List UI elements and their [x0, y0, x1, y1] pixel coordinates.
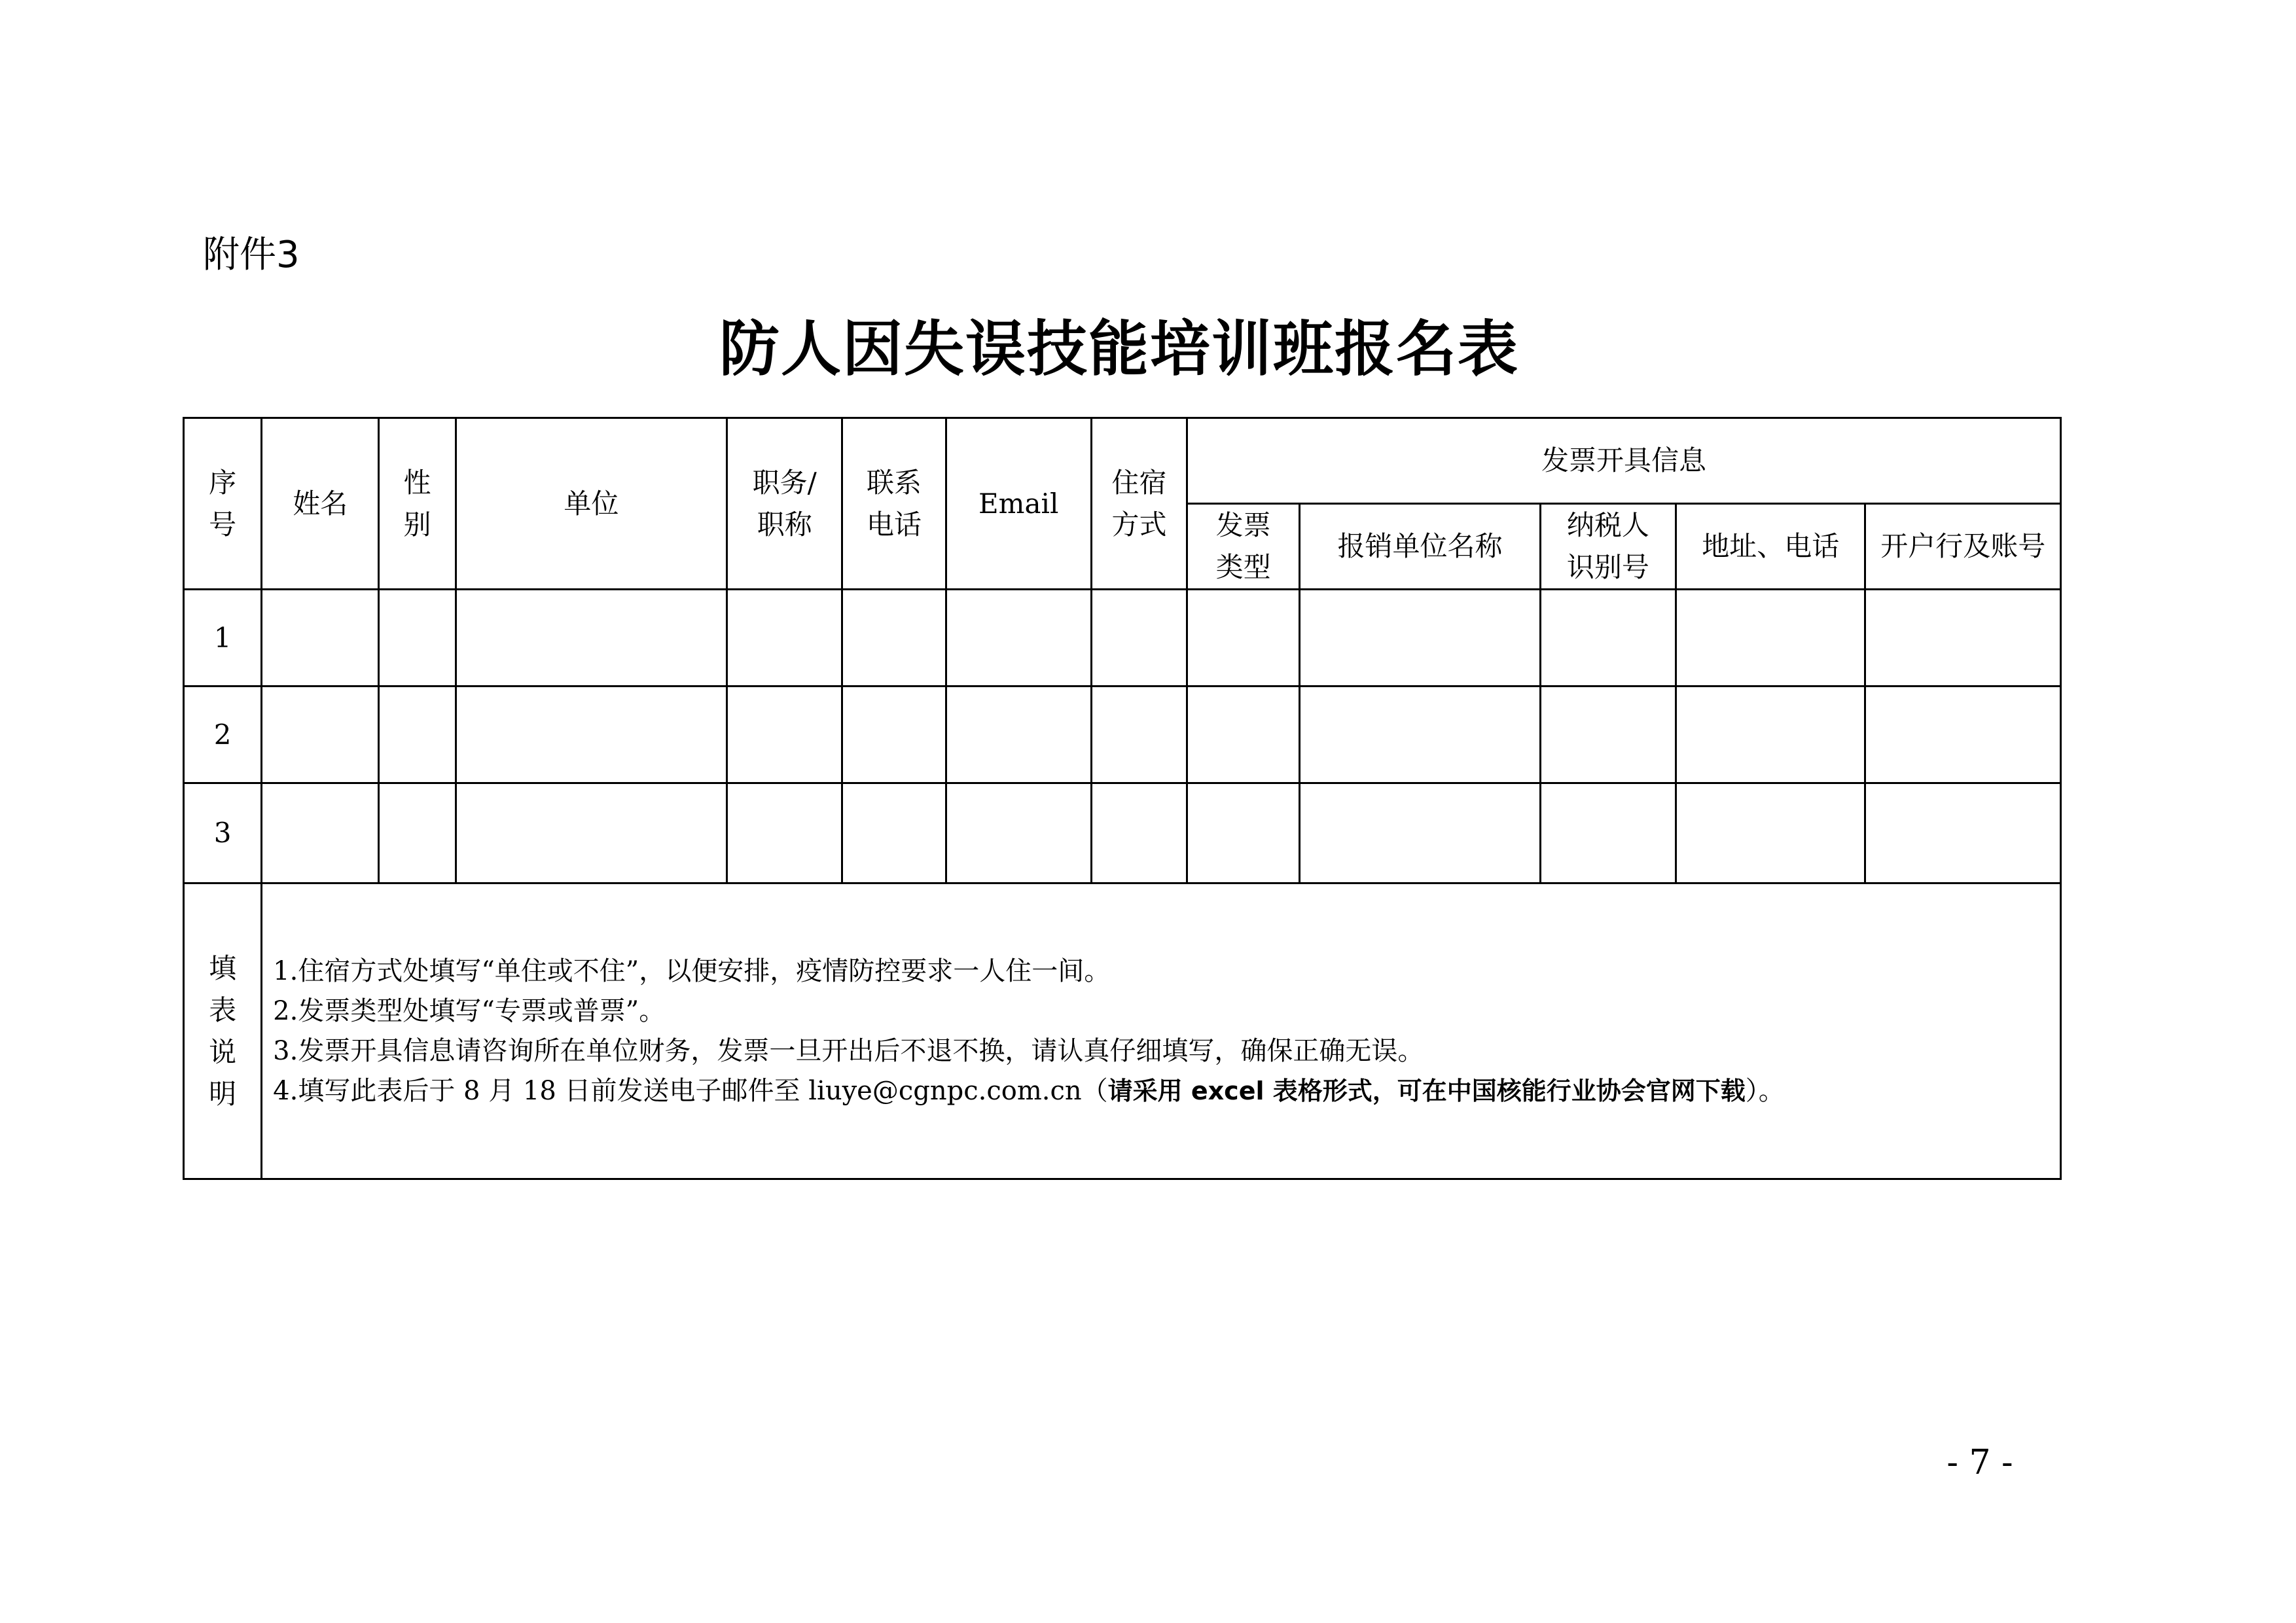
note-line-2: 2.发票类型处填写“专票或普票”。	[273, 995, 666, 1026]
invoice-type-cell[interactable]	[1187, 590, 1300, 687]
gender-cell[interactable]	[379, 783, 456, 883]
position-cell[interactable]	[727, 783, 842, 883]
unit-cell[interactable]	[456, 590, 727, 687]
page-number: - 7 -	[1946, 1443, 2013, 1482]
header-phone: 联系 电话	[842, 418, 946, 590]
header-position: 职务/ 职称	[727, 418, 842, 590]
lodging-cell[interactable]	[1091, 687, 1187, 783]
gender-cell[interactable]	[379, 590, 456, 687]
lodging-cell[interactable]	[1091, 590, 1187, 687]
taxpayer-id-cell[interactable]	[1540, 590, 1676, 687]
note-line-3: 3.发票开具信息请咨询所在单位财务，发票一旦开出后不退不换，请认真仔细填写，确保正确无误。	[273, 1035, 1424, 1066]
email-cell[interactable]	[946, 590, 1091, 687]
address-phone-cell[interactable]	[1676, 590, 1865, 687]
unit-cell[interactable]	[456, 783, 727, 883]
note-line-4	[273, 1071, 2060, 1111]
bank-account-cell[interactable]	[1865, 590, 2061, 687]
table-row	[184, 783, 2061, 883]
reimburse-unit-cell[interactable]	[1300, 783, 1541, 883]
header-reimburse-unit: 报销单位名称	[1300, 504, 1541, 590]
email-cell[interactable]	[946, 783, 1091, 883]
row-seq-cell: 1	[184, 590, 262, 687]
header-unit: 单位	[456, 418, 727, 590]
phone-cell[interactable]	[842, 590, 946, 687]
note-line-1: 1.住宿方式处填写“单住或不住”，以便安排，疫情防控要求一人住一间。	[273, 955, 1111, 986]
row-seq-cell: 2	[184, 687, 262, 783]
gender-cell[interactable]	[379, 687, 456, 783]
table-row	[184, 687, 2061, 783]
attachment-label: 附件3	[203, 234, 300, 276]
header-taxpayer-id: 纳税人 识别号	[1540, 504, 1676, 590]
header-bank-account: 开户行及账号	[1865, 504, 2061, 590]
name-cell[interactable]	[262, 590, 379, 687]
position-cell[interactable]	[727, 590, 842, 687]
name-cell[interactable]	[262, 783, 379, 883]
header-gender: 性 别	[379, 418, 456, 590]
table-row	[184, 590, 2061, 687]
header-seq: 序 号	[184, 418, 262, 590]
taxpayer-id-cell[interactable]	[1540, 687, 1676, 783]
taxpayer-id-cell[interactable]	[1540, 783, 1676, 883]
lodging-cell[interactable]	[1091, 783, 1187, 883]
note-4-emphasis: 请采用 excel 表格形式，可在中国核能行业协会官网下载	[1107, 1076, 1746, 1105]
row-seq-cell: 3	[184, 783, 262, 883]
registration-table	[183, 417, 2062, 1180]
reimburse-unit-cell[interactable]	[1300, 590, 1541, 687]
header-name: 姓名	[262, 418, 379, 590]
header-invoice-group: 发票开具信息	[1187, 418, 2061, 504]
header-email: Email	[946, 418, 1091, 590]
header-invoice-type: 发票 类型	[1187, 504, 1300, 590]
invoice-type-cell[interactable]	[1187, 687, 1300, 783]
phone-cell[interactable]	[842, 687, 946, 783]
bank-account-cell[interactable]	[1865, 687, 2061, 783]
bank-account-cell[interactable]	[1865, 783, 2061, 883]
header-row-top	[184, 418, 2061, 504]
note-4-suffix: ）。	[1745, 1075, 1785, 1106]
address-phone-cell[interactable]	[1676, 687, 1865, 783]
invoice-type-cell[interactable]	[1187, 783, 1300, 883]
note-4-prefix: 4.填写此表后于 8 月 18 日前发送电子邮件至 liuye@cgnpc.com.cn（	[273, 1075, 1108, 1106]
header-lodging: 住宿 方式	[1091, 418, 1187, 590]
notes-row	[184, 883, 2061, 1179]
notes-label: 填 表 说 明	[184, 883, 262, 1179]
phone-cell[interactable]	[842, 783, 946, 883]
header-address-phone: 地址、电话	[1676, 504, 1865, 590]
reimburse-unit-cell[interactable]	[1300, 687, 1541, 783]
notes-content	[262, 883, 2061, 1179]
email-cell[interactable]	[946, 687, 1091, 783]
position-cell[interactable]	[727, 687, 842, 783]
unit-cell[interactable]	[456, 687, 727, 783]
address-phone-cell[interactable]	[1676, 783, 1865, 883]
name-cell[interactable]	[262, 687, 379, 783]
page-title: 防人因失误技能培训班报名表	[719, 313, 1519, 384]
